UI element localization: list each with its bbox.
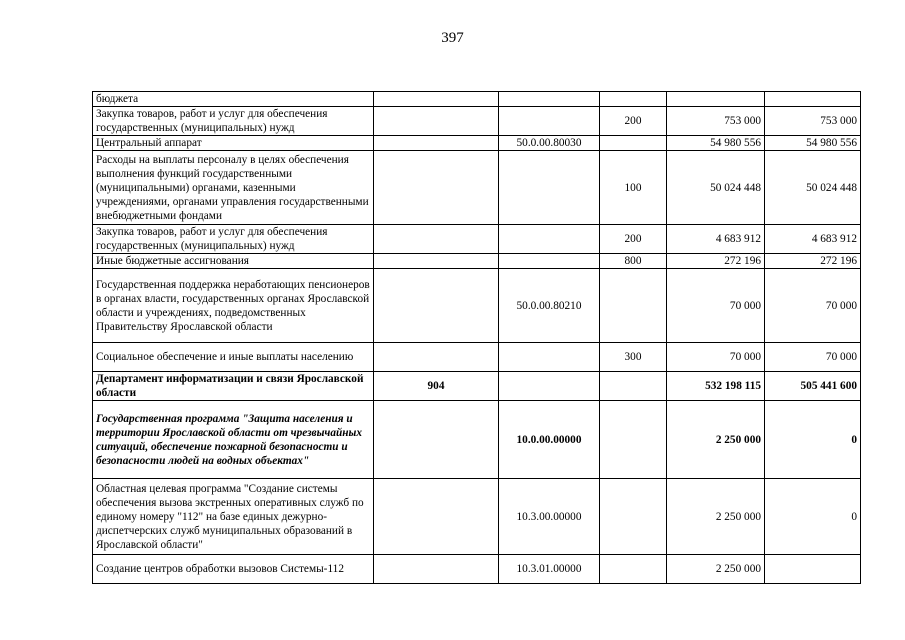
- cell-admin-code: [374, 555, 499, 584]
- cell-amount-year1: 2 250 000: [667, 479, 765, 555]
- cell-amount-year2: 0: [765, 479, 861, 555]
- cell-admin-code: [374, 107, 499, 136]
- cell-expense-type: [600, 269, 667, 343]
- table-row: [93, 107, 861, 136]
- cell-amount-year1: 2 250 000: [667, 555, 765, 584]
- cell-amount-year1: 2 250 000: [667, 401, 765, 479]
- cell-name: Департамент информатизации и связи Ярославской области: [93, 372, 374, 401]
- cell-name: Иные бюджетные ассигнования: [93, 254, 374, 269]
- cell-admin-code: [374, 479, 499, 555]
- cell-name: Закупка товаров, работ и услуг для обеспечения государственных (муниципальных) нужд: [93, 225, 374, 254]
- cell-target-code: [499, 92, 600, 107]
- cell-target-code: 10.3.01.00000: [499, 555, 600, 584]
- cell-amount-year1: 70 000: [667, 269, 765, 343]
- cell-expense-type: 200: [600, 107, 667, 136]
- table-row: [93, 254, 861, 269]
- cell-amount-year2: 0: [765, 401, 861, 479]
- cell-amount-year1: 4 683 912: [667, 225, 765, 254]
- cell-amount-year2: 4 683 912: [765, 225, 861, 254]
- cell-expense-type: 100: [600, 151, 667, 225]
- cell-name: бюджета: [93, 92, 374, 107]
- cell-admin-code: [374, 151, 499, 225]
- cell-target-code: 50.0.00.80030: [499, 136, 600, 151]
- table-row: [93, 151, 861, 225]
- cell-name: Расходы на выплаты персоналу в целях обеспечения выполнения функций государственными (муниципальными) органами, казенными учреждениями, органами управления государственными внебюджетными фондами: [93, 151, 374, 225]
- cell-amount-year2: 505 441 600: [765, 372, 861, 401]
- cell-amount-year1: 54 980 556: [667, 136, 765, 151]
- cell-target-code: 10.3.00.00000: [499, 479, 600, 555]
- table-row: [93, 225, 861, 254]
- cell-admin-code: [374, 92, 499, 107]
- table-row: [93, 343, 861, 372]
- cell-expense-type: 300: [600, 343, 667, 372]
- cell-admin-code: 904: [374, 372, 499, 401]
- cell-admin-code: [374, 269, 499, 343]
- cell-expense-type: 200: [600, 225, 667, 254]
- cell-target-code: 10.0.00.00000: [499, 401, 600, 479]
- cell-expense-type: 800: [600, 254, 667, 269]
- cell-name: Государственная программа "Защита населения и территории Ярославской области от чрезвычайных ситуаций, обеспечение пожарной безопасности и безопасности людей на водных объектах": [93, 401, 374, 479]
- cell-admin-code: [374, 225, 499, 254]
- cell-target-code: [499, 343, 600, 372]
- cell-name: Центральный аппарат: [93, 136, 374, 151]
- cell-expense-type: [600, 555, 667, 584]
- cell-expense-type: [600, 136, 667, 151]
- cell-amount-year1: 70 000: [667, 343, 765, 372]
- cell-expense-type: [600, 479, 667, 555]
- cell-target-code: [499, 225, 600, 254]
- cell-amount-year2: 54 980 556: [765, 136, 861, 151]
- table-row: [93, 372, 861, 401]
- cell-amount-year2: 50 024 448: [765, 151, 861, 225]
- cell-target-code: [499, 151, 600, 225]
- cell-amount-year2: [765, 92, 861, 107]
- cell-amount-year2: 70 000: [765, 269, 861, 343]
- cell-admin-code: [374, 401, 499, 479]
- cell-name: Областная целевая программа "Создание системы обеспечения вызова экстренных оперативных служб по единому номеру "112" на базе единых дежурно-диспетчерских служб муниципальных образований в Ярославской области": [93, 479, 374, 555]
- page-number: 397: [441, 30, 464, 46]
- budget-table: [92, 91, 861, 584]
- budget-table-body: [93, 92, 861, 584]
- cell-admin-code: [374, 343, 499, 372]
- cell-target-code: [499, 372, 600, 401]
- cell-amount-year1: 532 198 115: [667, 372, 765, 401]
- cell-amount-year2: 753 000: [765, 107, 861, 136]
- cell-expense-type: [600, 401, 667, 479]
- cell-name: Закупка товаров, работ и услуг для обеспечения государственных (муниципальных) нужд: [93, 107, 374, 136]
- cell-name: Социальное обеспечение и иные выплаты населению: [93, 343, 374, 372]
- cell-name: Государственная поддержка неработающих пенсионеров в органах власти, государственных органах Ярославской области и учреждениях, подведомственных Правительству Ярославской области: [93, 269, 374, 343]
- table-row: [93, 92, 861, 107]
- table-row: [93, 479, 861, 555]
- table-row: [93, 555, 861, 584]
- cell-amount-year2: 272 196: [765, 254, 861, 269]
- cell-amount-year1: 753 000: [667, 107, 765, 136]
- cell-amount-year1: 50 024 448: [667, 151, 765, 225]
- cell-target-code: [499, 254, 600, 269]
- cell-expense-type: [600, 92, 667, 107]
- table-row: [93, 269, 861, 343]
- cell-target-code: [499, 107, 600, 136]
- cell-amount-year1: 272 196: [667, 254, 765, 269]
- cell-amount-year1: [667, 92, 765, 107]
- cell-amount-year2: [765, 555, 861, 584]
- cell-name: Создание центров обработки вызовов Системы-112: [93, 555, 374, 584]
- cell-target-code: 50.0.00.80210: [499, 269, 600, 343]
- cell-expense-type: [600, 372, 667, 401]
- cell-admin-code: [374, 136, 499, 151]
- table-row: [93, 136, 861, 151]
- cell-admin-code: [374, 254, 499, 269]
- cell-amount-year2: 70 000: [765, 343, 861, 372]
- table-row: [93, 401, 861, 479]
